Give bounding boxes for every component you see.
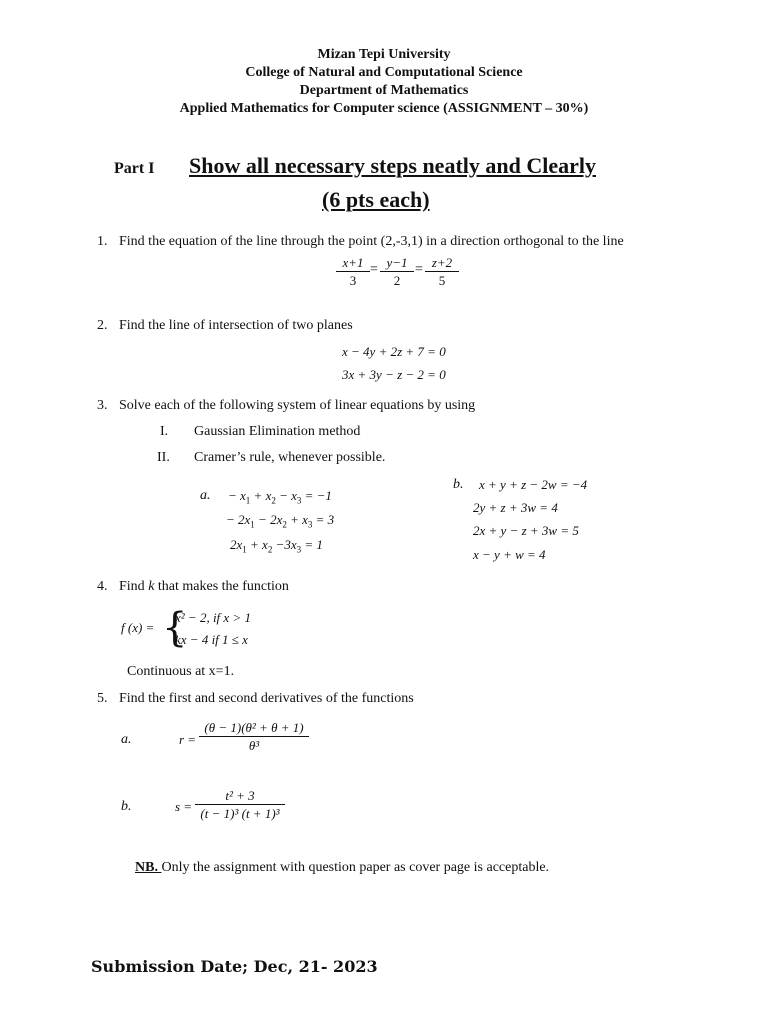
q1-f2-denominator: 2 — [393, 273, 401, 288]
q4-k: k — [148, 579, 155, 594]
q2-plane-1: x − 4y + 2z + 7 = 0 — [342, 344, 446, 359]
q1-f1-denominator: 3 — [349, 273, 357, 288]
q5b-fraction — [195, 787, 285, 823]
part-points: (6 pts each) — [322, 187, 430, 212]
q3-method-1: Gaussian Elimination method — [194, 424, 361, 439]
note — [135, 860, 549, 876]
q3-method-1-number: I. — [160, 424, 169, 439]
q2-number: 2. — [97, 318, 108, 333]
q5b-lhs: s = — [175, 799, 193, 814]
q1-f3-numerator: z+2 — [425, 254, 459, 272]
q3a-equation-1: − $x_1 + x_2 - x_3 = -1$ — [228, 488, 332, 506]
q1-f2-numerator: y−1 — [380, 254, 414, 272]
q3-text: Solve each of the following system of linear equations by using — [119, 398, 476, 413]
note-text: Only the assignment with question paper as cover page is acceptable. — [161, 860, 550, 875]
q1-fraction-z — [425, 254, 459, 290]
q3b-equation-2: 2y + z + 3w = 4 — [473, 500, 558, 515]
q1-f3-denominator: 5 — [438, 273, 446, 288]
q1-fraction-x — [336, 254, 370, 290]
q4-text-pre: Find — [119, 579, 145, 594]
q1-fraction-y — [380, 254, 414, 290]
q4-case-2: kx − 4 if 1 ≤ x — [175, 632, 248, 647]
q5a-numerator: (θ − 1)(θ² + θ + 1) — [199, 719, 309, 737]
q3-method-2-number: II. — [157, 450, 170, 465]
q1-text: Find the equation of the line through the point (2,-3,1) in a direction orthogonal to the line — [119, 234, 624, 249]
q5a-denominator: θ³ — [248, 738, 260, 753]
q5b-denominator: (t − 1)³ (t + 1)³ — [200, 806, 280, 821]
q3-method-2: Cramer’s rule, whenever possible. — [194, 450, 386, 465]
part-label: Part I — [114, 160, 155, 177]
q2-plane-2: 3x + 3y − z − 2 = 0 — [342, 367, 446, 382]
note-label: NB. — [135, 860, 162, 875]
q4-case-1: x² − 2, if x > 1 — [175, 610, 251, 625]
q1-f1-numerator: x+1 — [336, 254, 370, 272]
q3-number: 3. — [97, 398, 108, 413]
q5b-numerator: t² + 3 — [195, 787, 285, 805]
department-name: Department of Mathematics — [299, 83, 469, 98]
q5-text: Find the first and second derivatives of the functions — [119, 691, 414, 706]
q2-text: Find the line of intersection of two planes — [119, 318, 353, 333]
q3a-equation-2: − $2x_1 - 2x_2 + x_3 = 3$ — [226, 512, 335, 530]
q4-continuity: Continuous at x=1. — [127, 664, 235, 679]
college-name: College of Natural and Computational Science — [245, 65, 523, 80]
q1-number: 1. — [97, 234, 108, 249]
submission-date: Submission Date; Dec, 21- 2023 — [91, 957, 378, 976]
part-instruction: Show all necessary steps neatly and Clearly — [189, 153, 596, 178]
q5a-label: a. — [121, 732, 132, 747]
q3a-equation-3: $2x_1 + x_2 -3x_3 = 1$ — [230, 537, 323, 555]
q3b-equation-3: 2x + y − z + 3w = 5 — [473, 523, 579, 538]
q3b-equation-4: x − y + w = 4 — [473, 547, 546, 562]
q4-text-post: that makes the function — [157, 579, 289, 594]
q5a-fraction — [199, 719, 309, 755]
q5-number: 5. — [97, 691, 108, 706]
q1-equals-2: = — [415, 262, 423, 277]
q4-text — [119, 579, 289, 595]
course-title: Applied Mathematics for Computer science (ASSIGNMENT – 30%) — [179, 101, 589, 116]
q1-equals-1: = — [370, 262, 378, 277]
q4-number: 4. — [97, 579, 108, 594]
q3b-equation-1: x + y + z − 2w = −4 — [479, 477, 588, 492]
q3b-label: b. — [453, 477, 464, 492]
q4-brace: { — [162, 605, 188, 651]
q5a-lhs: r = — [179, 732, 197, 747]
q3a-label: a. — [200, 488, 211, 503]
university-name: Mizan Tepi University — [317, 47, 451, 62]
q4-function-lhs: f (x) = — [121, 620, 155, 635]
q5b-label: b. — [121, 799, 132, 814]
